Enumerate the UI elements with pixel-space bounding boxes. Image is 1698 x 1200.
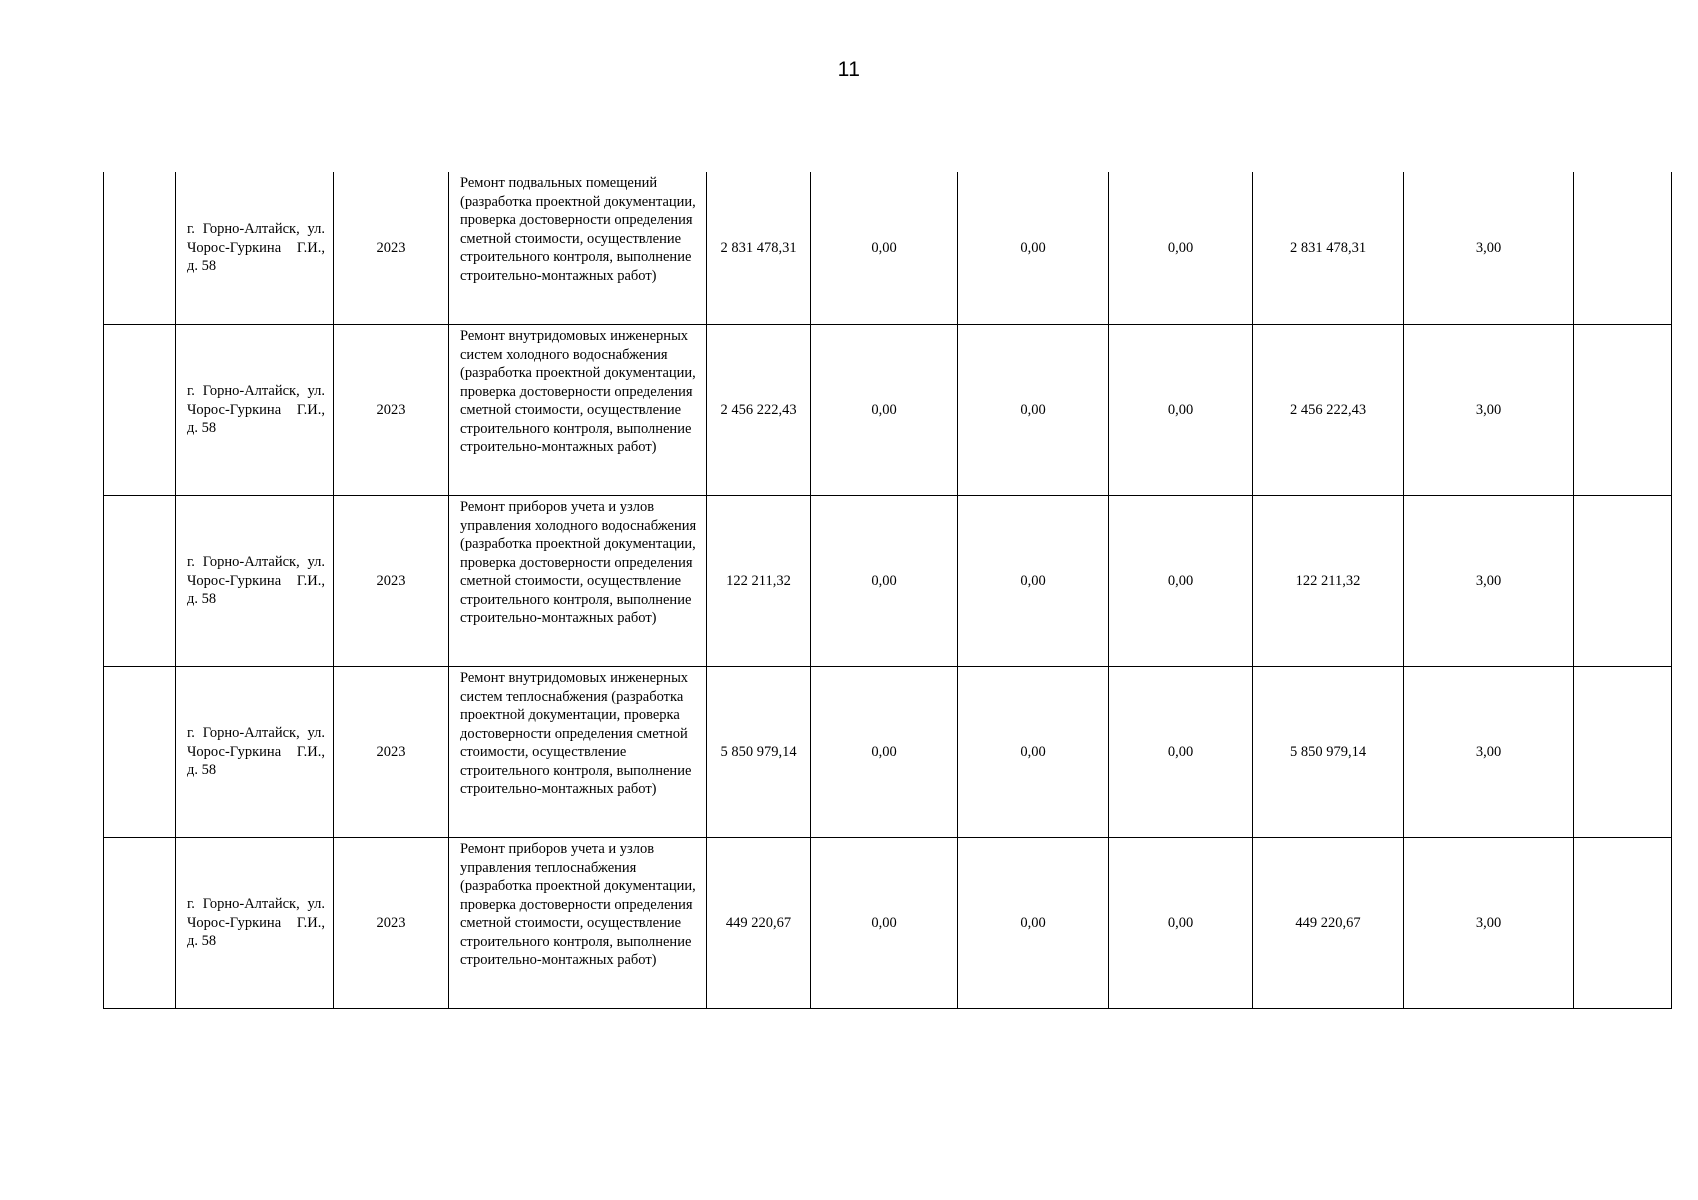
address-cell: г. Горно-Алтайск, ул. Чорос-Гуркина Г.И., д. 58 [176, 667, 334, 838]
value-cell-2: 0,00 [958, 838, 1109, 1009]
address-cell: г. Горно-Алтайск, ул. Чорос-Гуркина Г.И., д. 58 [176, 325, 334, 496]
value-cell-5: 3,00 [1404, 172, 1574, 325]
value-cell-1: 0,00 [811, 496, 958, 667]
repair-works-table [103, 172, 1672, 1009]
year-cell: 2023 [334, 667, 449, 838]
work-description-cell: Ремонт внутридомовых инженерных систем теплоснабжения (разработка проектной документации, проверка достоверности определения сметной стоимости, осуществление строительного контроля, выполнение строительно-монтажных работ) [449, 667, 707, 838]
value-cell-3: 0,00 [1109, 172, 1253, 325]
total-cost-cell: 2 456 222,43 [707, 325, 811, 496]
value-cell-5: 3,00 [1404, 325, 1574, 496]
value-cell-3: 0,00 [1109, 667, 1253, 838]
total-cost-cell: 122 211,32 [707, 496, 811, 667]
value-cell-2: 0,00 [958, 325, 1109, 496]
value-cell-1: 0,00 [811, 325, 958, 496]
table-container [103, 172, 1671, 1009]
empty-cell [1574, 325, 1672, 496]
year-cell: 2023 [334, 325, 449, 496]
index-cell [104, 838, 176, 1009]
empty-cell [1574, 838, 1672, 1009]
year-cell: 2023 [334, 172, 449, 325]
page-number: 11 [837, 58, 861, 81]
value-cell-3: 0,00 [1109, 496, 1253, 667]
work-description-cell: Ремонт приборов учета и узлов управления теплоснабжения (разработка проектной документации, проверка достоверности определения сметной стоимости, осуществление строительного контроля, выполнение строительно-монтажных работ) [449, 838, 707, 1009]
address-cell: г. Горно-Алтайск, ул. Чорос-Гуркина Г.И., д. 58 [176, 838, 334, 1009]
value-cell-4: 5 850 979,14 [1253, 667, 1404, 838]
work-description-cell: Ремонт внутридомовых инженерных систем холодного водоснабжения (разработка проектной документации, проверка достоверности определения сметной стоимости, осуществление строительного контроля, выполнение строительно-монтажных работ) [449, 325, 707, 496]
value-cell-2: 0,00 [958, 496, 1109, 667]
empty-cell [1574, 496, 1672, 667]
value-cell-4: 122 211,32 [1253, 496, 1404, 667]
year-cell: 2023 [334, 838, 449, 1009]
value-cell-1: 0,00 [811, 838, 958, 1009]
index-cell [104, 325, 176, 496]
work-description-cell: Ремонт подвальных помещений (разработка проектной документации, проверка достоверности определения сметной стоимости, осуществление строительного контроля, выполнение строительно-монтажных работ) [449, 172, 707, 325]
value-cell-1: 0,00 [811, 172, 958, 325]
value-cell-5: 3,00 [1404, 496, 1574, 667]
value-cell-3: 0,00 [1109, 838, 1253, 1009]
index-cell [104, 496, 176, 667]
value-cell-1: 0,00 [811, 667, 958, 838]
address-cell: г. Горно-Алтайск, ул. Чорос-Гуркина Г.И., д. 58 [176, 496, 334, 667]
value-cell-4: 2 831 478,31 [1253, 172, 1404, 325]
table-row [104, 172, 1672, 325]
address-cell: г. Горно-Алтайск, ул. Чорос-Гуркина Г.И., д. 58 [176, 172, 334, 325]
table-row [104, 496, 1672, 667]
table-row [104, 667, 1672, 838]
index-cell [104, 667, 176, 838]
value-cell-2: 0,00 [958, 172, 1109, 325]
table-row [104, 325, 1672, 496]
work-description-cell: Ремонт приборов учета и узлов управления холодного водоснабжения (разработка проектной документации, проверка достоверности определения сметной стоимости, осуществление строительного контроля, выполнение строительно-монтажных работ) [449, 496, 707, 667]
value-cell-4: 449 220,67 [1253, 838, 1404, 1009]
index-cell [104, 172, 176, 325]
empty-cell [1574, 172, 1672, 325]
total-cost-cell: 449 220,67 [707, 838, 811, 1009]
total-cost-cell: 2 831 478,31 [707, 172, 811, 325]
value-cell-2: 0,00 [958, 667, 1109, 838]
value-cell-5: 3,00 [1404, 838, 1574, 1009]
value-cell-3: 0,00 [1109, 325, 1253, 496]
value-cell-5: 3,00 [1404, 667, 1574, 838]
total-cost-cell: 5 850 979,14 [707, 667, 811, 838]
empty-cell [1574, 667, 1672, 838]
table-row [104, 838, 1672, 1009]
year-cell: 2023 [334, 496, 449, 667]
value-cell-4: 2 456 222,43 [1253, 325, 1404, 496]
